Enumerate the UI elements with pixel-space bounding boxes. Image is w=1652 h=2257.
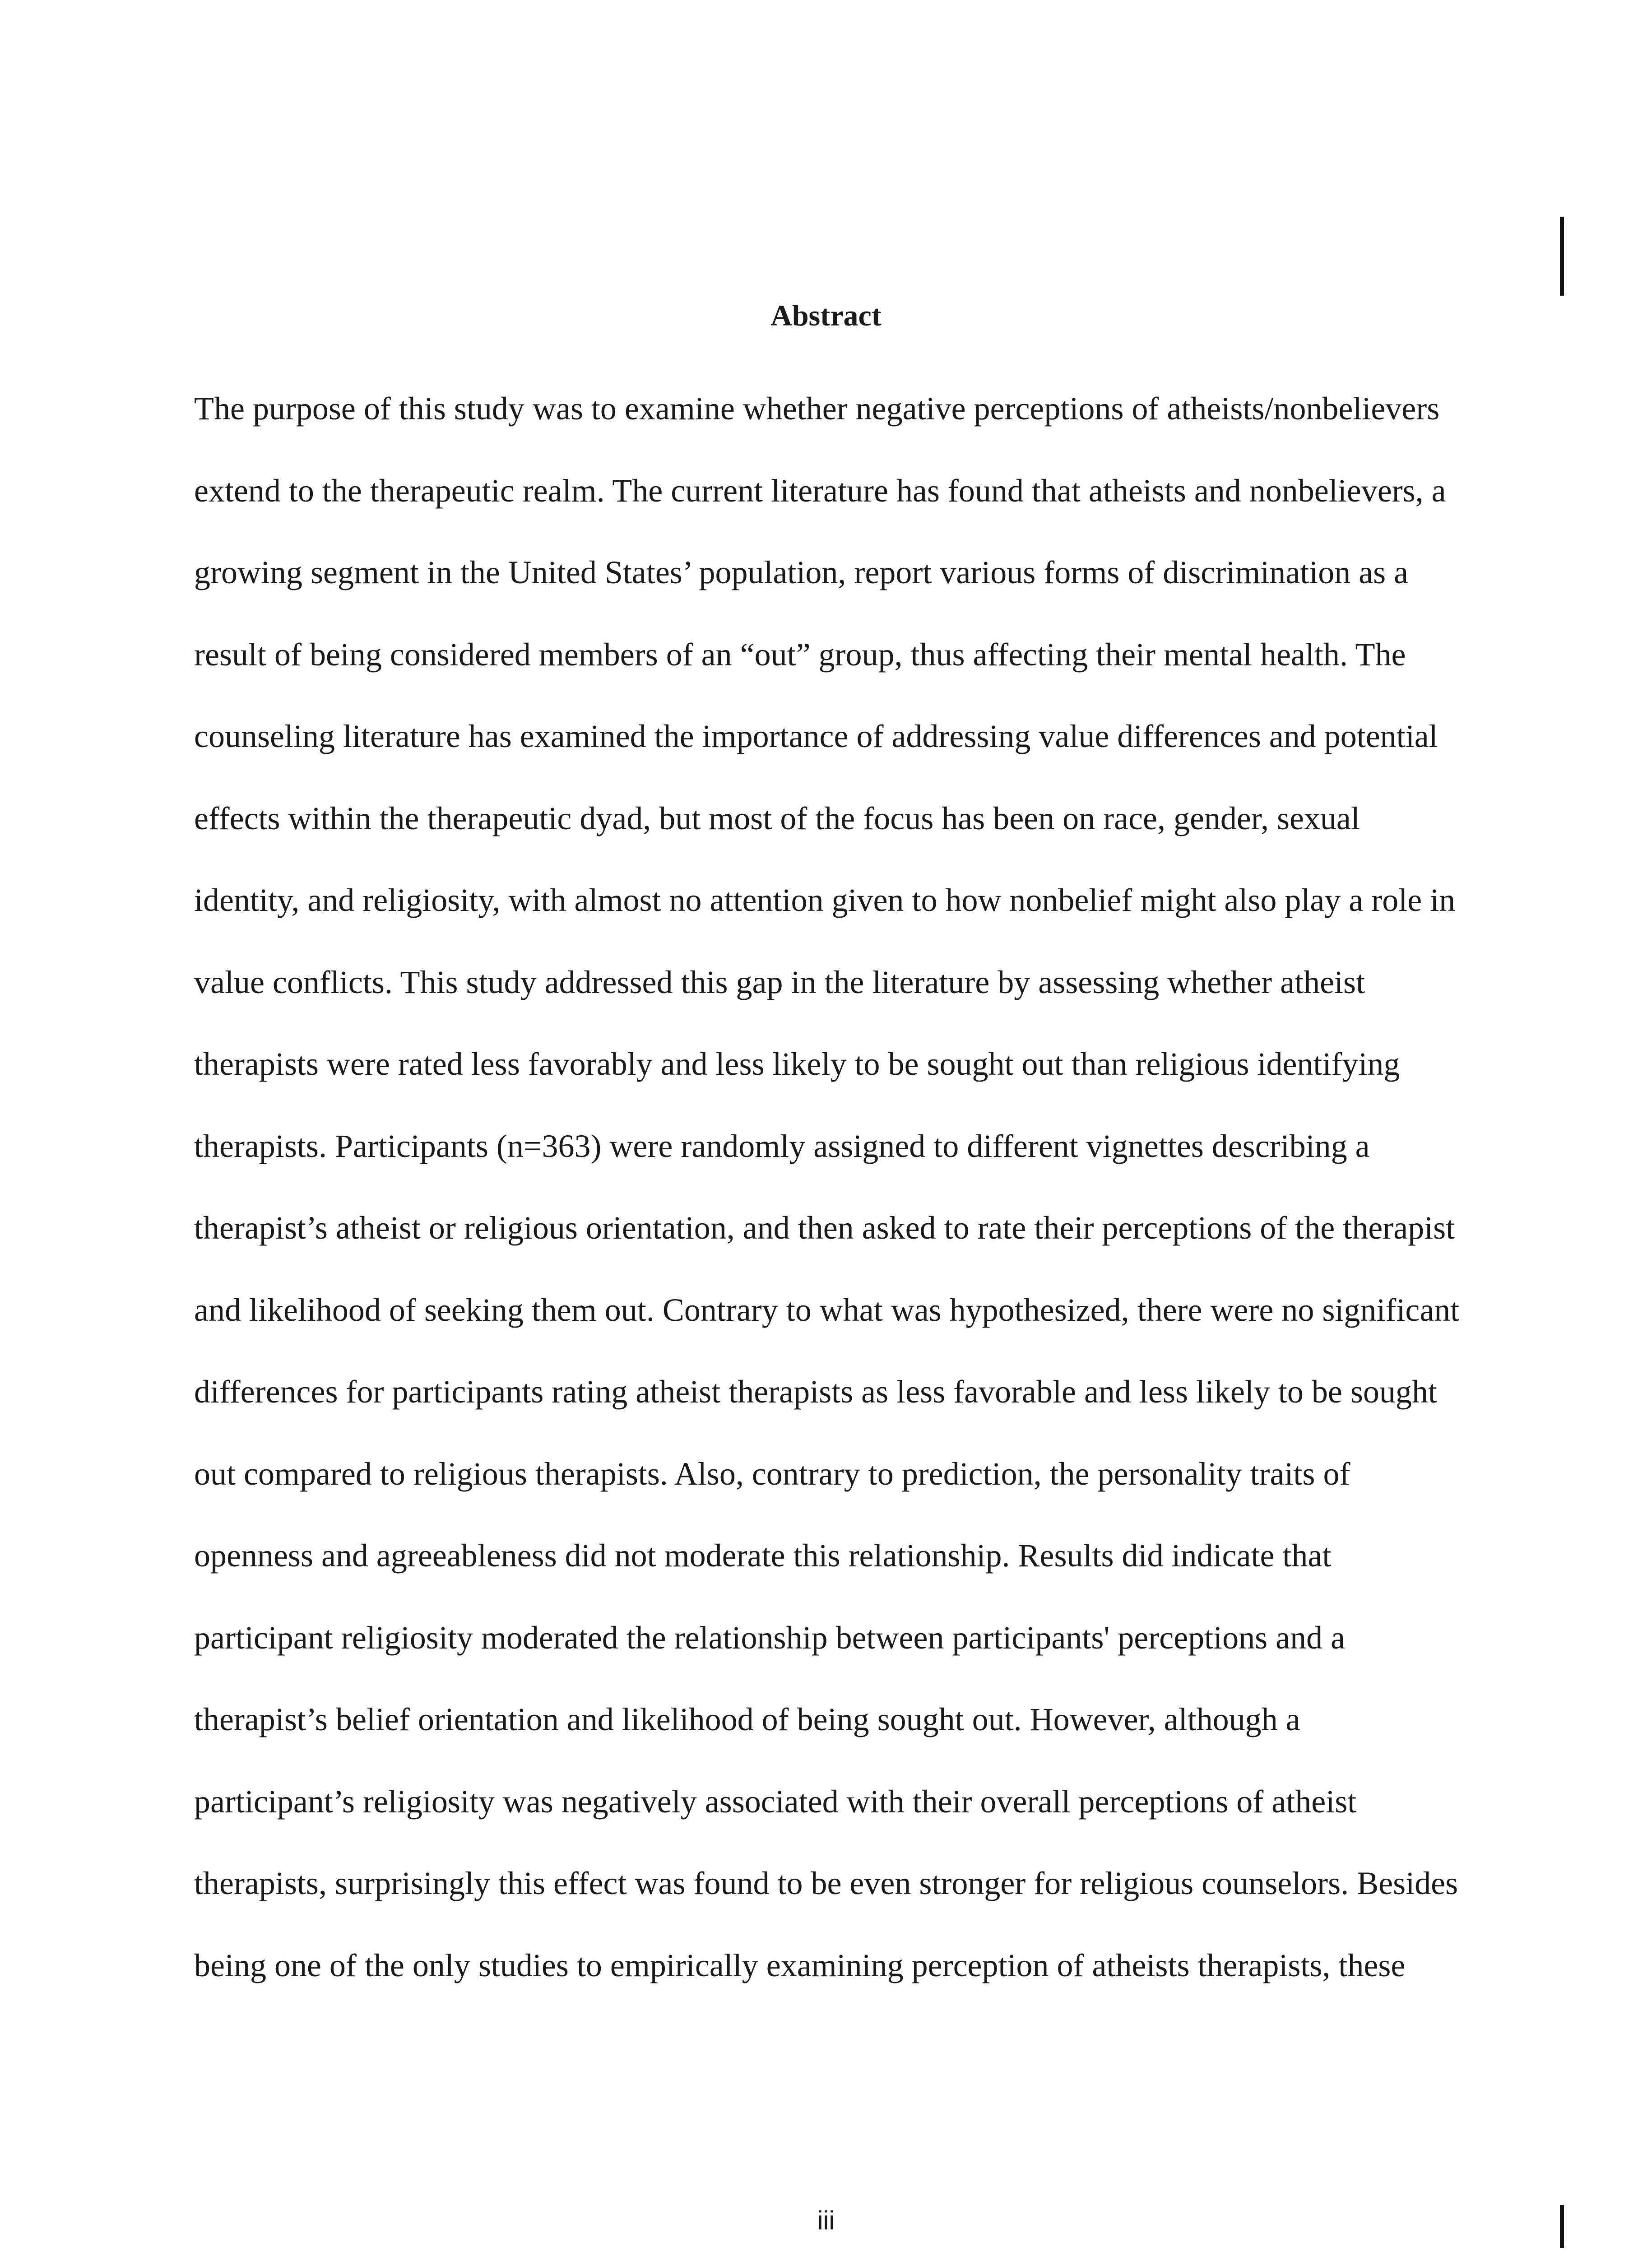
page-number: iii	[817, 2206, 835, 2235]
body-line-18: participant’s religiosity was negatively associated with their overall perceptions of atheist	[194, 1783, 1357, 1820]
body-line-5: counseling literature has examined the importance of addressing value differences and potential	[194, 718, 1438, 754]
body-line-7: identity, and religiosity, with almost no attention given to how nonbelief might also play a role in	[194, 882, 1456, 918]
body-line-20: being one of the only studies to empirically examining perception of atheists therapists, these	[194, 1947, 1406, 1983]
body-line-6: effects within the therapeutic dyad, but most of the focus has been on race, gender, sexual	[194, 800, 1360, 836]
body-line-11: therapist’s atheist or religious orientation, and then asked to rate their perceptions of the therapist	[194, 1210, 1455, 1246]
body-line-16: participant religiosity moderated the relationship between participants' perceptions and a	[194, 1619, 1346, 1656]
body-line-10: therapists. Participants (n=363) were randomly assigned to different vignettes describing a	[194, 1128, 1370, 1164]
body-line-3: growing segment in the United States’ population, report various forms of discrimination as a	[194, 554, 1409, 590]
body-line-15: openness and agreeableness did not moderate this relationship. Results did indicate that	[194, 1537, 1332, 1574]
body-line-8: value conflicts. This study addressed this gap in the literature by assessing whether atheist	[194, 964, 1365, 1000]
body-line-2: extend to the therapeutic realm. The current literature has found that atheists and nonbelievers, a	[194, 472, 1446, 509]
abstract-heading: Abstract	[770, 299, 882, 332]
body-line-19: therapists, surprisingly this effect was found to be even stronger for religious counselors. Besides	[194, 1865, 1458, 1901]
abstract-body	[194, 368, 1471, 2006]
margin-mark-top	[1560, 217, 1564, 296]
body-line-14: out compared to religious therapists. Also, contrary to prediction, the personality traits of	[194, 1455, 1350, 1492]
body-line-4: result of being considered members of an “out” group, thus affecting their mental health. The	[194, 636, 1406, 673]
body-line-1: The purpose of this study was to examine whether negative perceptions of atheists/nonbelievers	[194, 390, 1440, 427]
body-line-13: differences for participants rating atheist therapists as less favorable and less likely to be sought	[194, 1374, 1437, 1410]
margin-mark-bottom	[1560, 2205, 1564, 2248]
body-line-12: and likelihood of seeking them out. Contrary to what was hypothesized, there were no significant	[194, 1291, 1460, 1328]
body-line-17: therapist’s belief orientation and likelihood of being sought out. However, although a	[194, 1701, 1300, 1737]
body-line-9: therapists were rated less favorably and less likely to be sought out than religious identifying	[194, 1046, 1400, 1082]
